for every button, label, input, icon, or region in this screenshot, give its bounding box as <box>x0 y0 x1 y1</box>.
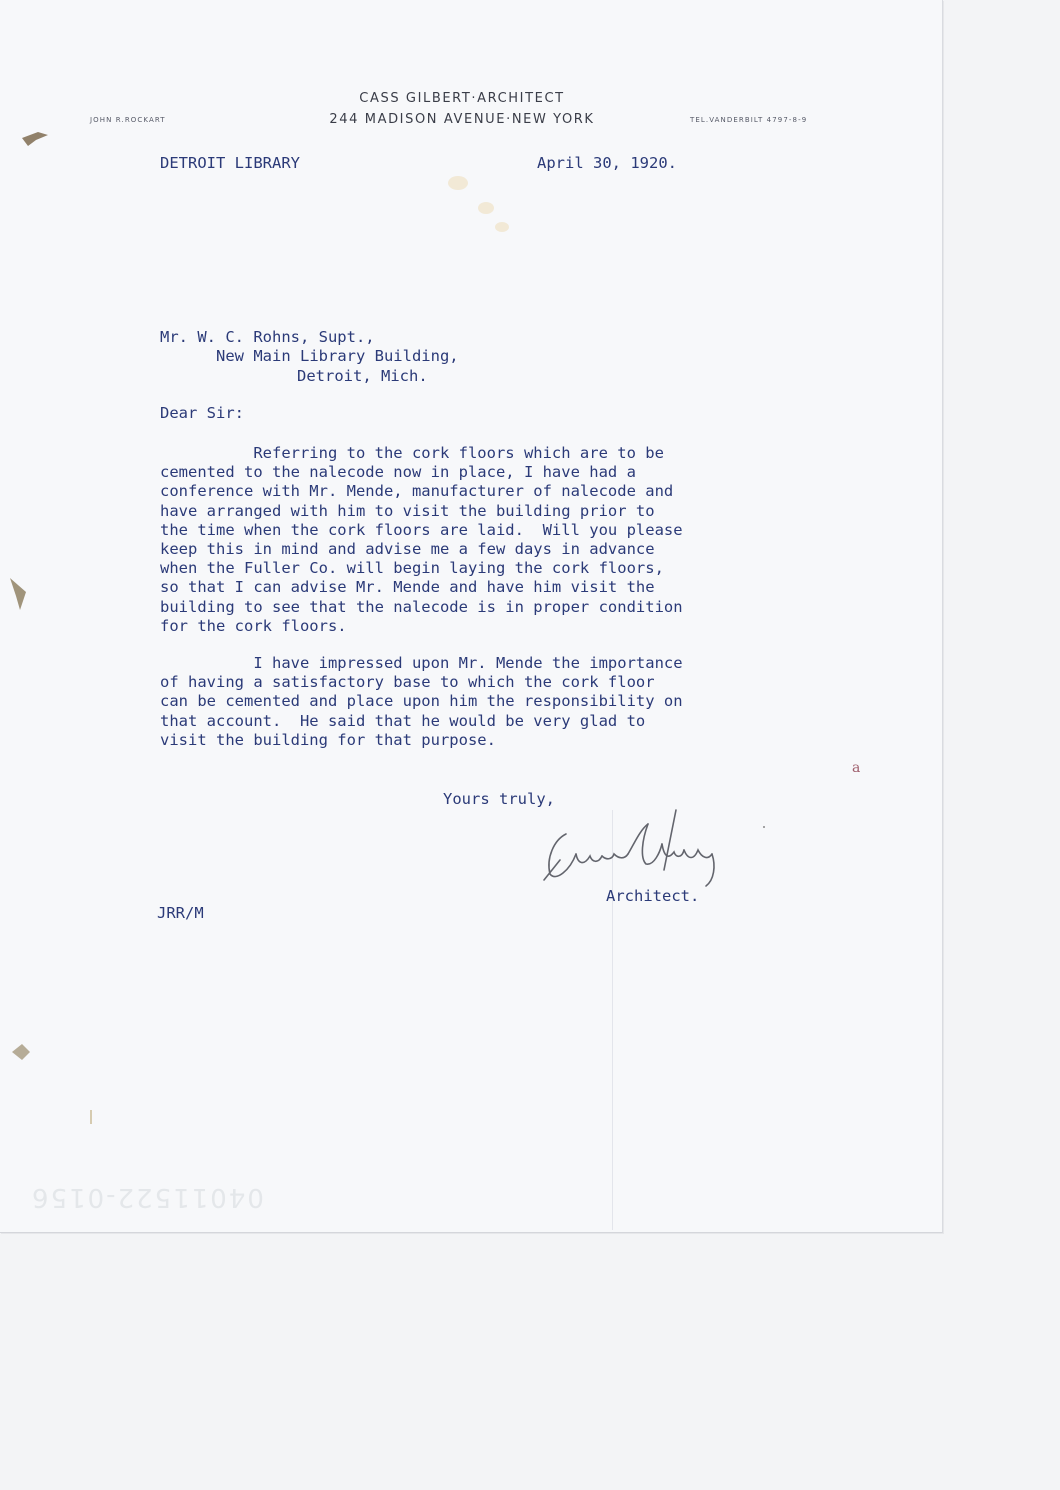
paper-tear-mark <box>20 126 50 148</box>
letterhead <box>300 88 624 130</box>
margin-pencil-mark: a <box>852 760 861 776</box>
paper-stain <box>495 222 509 232</box>
paper-tear-mark <box>6 574 36 614</box>
salutation: Dear Sir: <box>160 404 244 422</box>
recipient-city: Detroit, Mich. <box>297 367 428 385</box>
stray-mark <box>90 1110 92 1124</box>
letterhead-firm-name: CASS GILBERT·ARCHITECT <box>359 91 565 106</box>
typist-initials: JRR/M <box>157 904 204 922</box>
signatory-title: Architect. <box>606 887 700 905</box>
letter-subject: DETROIT LIBRARY <box>160 154 300 172</box>
handwritten-signature <box>536 800 736 890</box>
body-paragraph-2: I have impressed upon Mr. Mende the importance of having a satisfactory base to which the cork floor can be cemented and place upon him the responsibility on that account. He said that he would be very glad to visit the building for that purpose. <box>160 654 683 749</box>
recipient-name: Mr. W. C. Rohns, Supt., <box>160 328 375 346</box>
paper-stain <box>478 202 494 214</box>
archive-number-showthrough: 04011522-0156 <box>30 1182 264 1212</box>
body-paragraph-1: Referring to the cork floors which are to be cemented to the nalecode now in place, I have had a conference with Mr. Mende, manufacturer of nalecode and have arranged with him to visit the building prior to the time when the cork floors are laid. Will you please keep this in mind and advise me a few days in advance when the Fuller Co. will begin laying the cork floors, so that I can advise Mr. Mende and have him visit the building to see that the nalecode is in proper condition for the cork floors. <box>160 444 683 635</box>
letterhead-address: 244 MADISON AVENUE·NEW YORK <box>329 112 595 127</box>
letterhead-telephone: TEL.VANDERBILT 4797-8-9 <box>690 116 808 124</box>
stray-mark <box>763 826 765 828</box>
letterhead-associate-name: JOHN R.ROCKART <box>90 116 166 124</box>
complimentary-close: Yours truly, <box>443 790 555 808</box>
recipient-building: New Main Library Building, <box>216 347 459 365</box>
paper-stain <box>448 176 468 190</box>
paper-tear-mark <box>8 1040 34 1064</box>
letter-date: April 30, 1920. <box>537 154 677 172</box>
